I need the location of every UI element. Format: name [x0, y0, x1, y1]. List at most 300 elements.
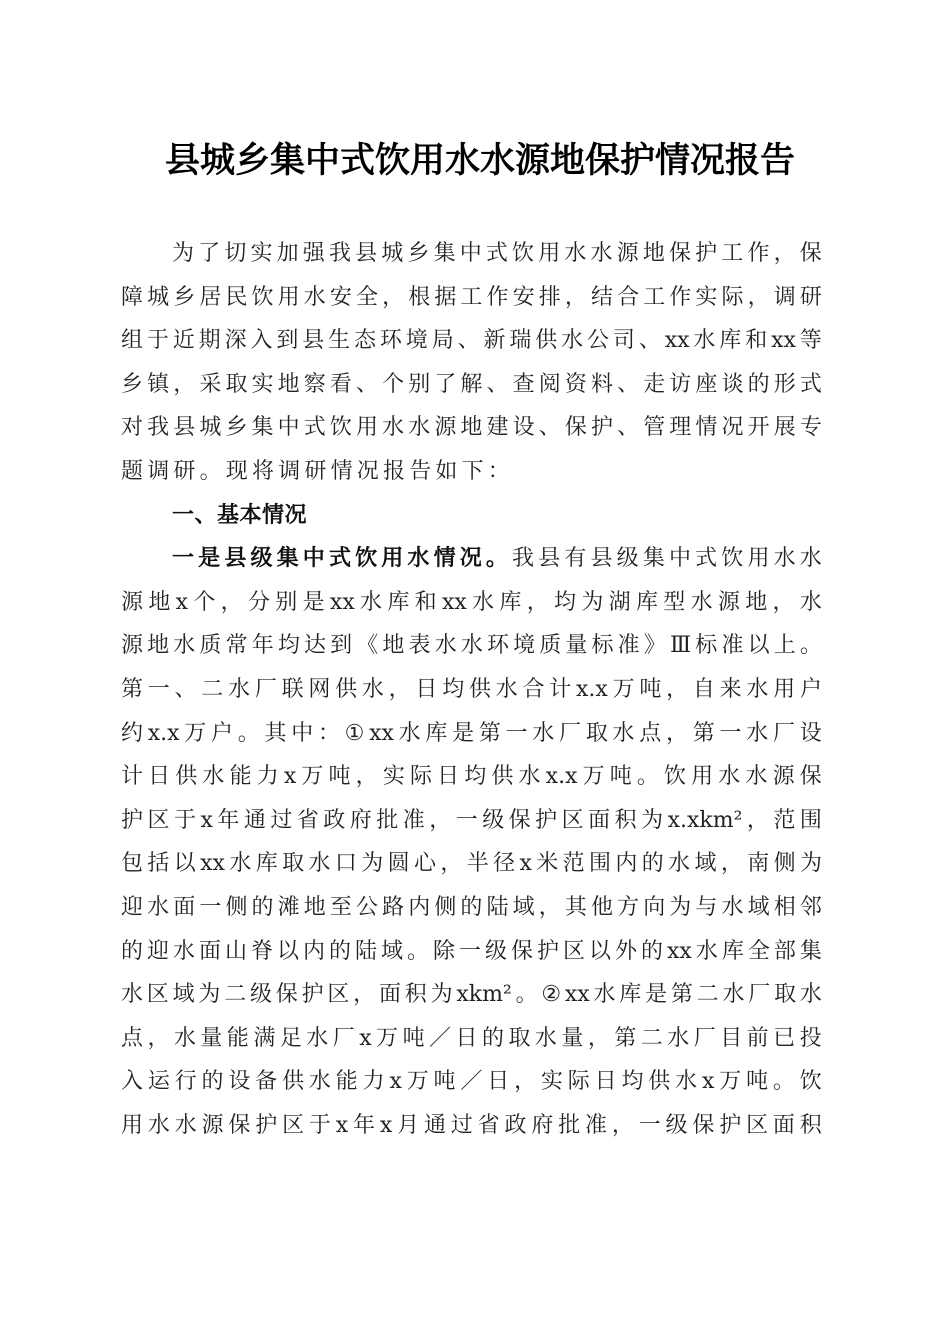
- glyph: 积: [614, 807, 637, 833]
- glyph: 的: [251, 894, 274, 920]
- glyph: 的: [329, 938, 352, 964]
- glyph: 。: [772, 1069, 795, 1095]
- glyph: 》: [643, 633, 666, 659]
- glyph: 吨: [328, 764, 351, 790]
- text-line: [121, 886, 822, 930]
- glyph: 了: [434, 371, 457, 397]
- section-1-paragraph-1: [121, 537, 822, 1147]
- glyph: 的: [747, 371, 770, 397]
- glyph: 县: [355, 241, 378, 266]
- glyph: 实: [251, 371, 274, 397]
- glyph: ，: [666, 676, 689, 702]
- glyph: 中: [668, 546, 691, 572]
- glyph: 设: [799, 720, 822, 746]
- glyph: 集: [433, 241, 456, 266]
- glyph: 库: [721, 938, 744, 964]
- glyph: 水: [361, 676, 384, 702]
- glyph: 司: [612, 328, 635, 354]
- glyph: 水: [434, 633, 457, 659]
- glyph: 能: [226, 1025, 249, 1051]
- glyph: 工: [460, 284, 483, 310]
- glyph: 上: [773, 633, 796, 659]
- glyph: 一: [147, 676, 170, 702]
- text-line: [121, 363, 822, 407]
- glyph: 有: [564, 546, 587, 572]
- lead-glyph: 用: [381, 545, 404, 572]
- glyph: 均: [442, 676, 465, 702]
- glyph: 的: [641, 851, 664, 877]
- glyph: 厂: [693, 1025, 716, 1051]
- glyph: 一: [199, 894, 222, 920]
- glyph: xkm²: [456, 982, 512, 1008]
- glyph: 库: [255, 851, 278, 877]
- glyph: 水: [303, 284, 326, 310]
- glyph: x: [200, 807, 213, 833]
- glyph: 《: [356, 633, 379, 659]
- glyph: 实: [540, 1069, 563, 1095]
- glyph: ，: [220, 589, 243, 615]
- glyph: 积: [799, 1112, 822, 1138]
- text-line: [121, 668, 822, 712]
- glyph: 量: [565, 633, 588, 659]
- glyph: 供: [648, 1069, 671, 1095]
- glyph: 水: [693, 328, 716, 354]
- glyph: 面: [378, 982, 401, 1008]
- glyph: Ⅲ: [669, 633, 692, 659]
- glyph: 用: [355, 415, 378, 441]
- glyph: 民: [225, 284, 248, 310]
- glyph: 形: [773, 371, 796, 397]
- glyph: ，: [746, 807, 769, 833]
- glyph: 源: [121, 633, 144, 659]
- glyph: 、: [486, 371, 509, 397]
- glyph: 计: [549, 676, 572, 702]
- glyph: 表: [408, 633, 431, 659]
- glyph: 括: [147, 851, 170, 877]
- glyph: 全: [355, 284, 378, 310]
- glyph: 况: [721, 415, 744, 441]
- glyph: 。: [237, 720, 260, 746]
- glyph: 别: [408, 371, 431, 397]
- glyph: 水: [202, 764, 225, 790]
- glyph: 、: [174, 676, 197, 702]
- glyph: 力: [362, 1069, 385, 1095]
- glyph: 我: [328, 241, 351, 266]
- glyph: 力: [256, 764, 279, 790]
- glyph: 包: [121, 851, 144, 877]
- glyph: 我: [147, 415, 170, 441]
- lead-glyph: 式: [328, 545, 351, 572]
- glyph: 范: [773, 807, 796, 833]
- glyph: 取: [774, 982, 797, 1008]
- glyph: 饮: [721, 546, 744, 572]
- glyph: 用: [773, 676, 796, 702]
- glyph: 公: [355, 894, 378, 920]
- glyph: 水: [173, 633, 196, 659]
- glyph: 水: [721, 894, 744, 920]
- glyph: 常: [225, 633, 248, 659]
- glyph: x.x: [147, 720, 180, 746]
- glyph: ，: [747, 284, 770, 310]
- glyph: 阅: [538, 371, 561, 397]
- glyph: ，: [147, 1025, 170, 1051]
- glyph: 对: [121, 415, 144, 441]
- glyph: 地: [382, 633, 405, 659]
- glyph: 。: [515, 982, 538, 1008]
- lead-glyph: 中: [302, 545, 325, 572]
- glyph: xx: [200, 851, 225, 877]
- glyph: 路: [382, 894, 405, 920]
- glyph: 源: [201, 1112, 224, 1138]
- glyph: 深: [224, 328, 247, 354]
- glyph: xx: [441, 589, 467, 615]
- glyph: 库: [387, 589, 410, 615]
- text-line: [121, 1060, 822, 1104]
- glyph: 一: [505, 720, 528, 746]
- glyph: 万: [301, 764, 324, 790]
- glyph: 联: [281, 676, 304, 702]
- glyph: 合: [522, 676, 545, 702]
- glyph: 万: [582, 764, 605, 790]
- glyph: 其: [264, 720, 287, 746]
- glyph: 、: [638, 328, 661, 354]
- glyph: 区: [327, 982, 350, 1008]
- glyph: 保: [228, 1112, 251, 1138]
- glyph: 和: [414, 589, 437, 615]
- glyph: 满: [253, 1025, 276, 1051]
- glyph: 内: [615, 851, 638, 877]
- glyph: 万: [612, 676, 635, 702]
- text-line: [121, 799, 822, 843]
- glyph: 目: [720, 1025, 743, 1051]
- glyph: 厂: [772, 720, 795, 746]
- glyph: 水: [695, 938, 718, 964]
- glyph: 省: [477, 1112, 500, 1138]
- glyph: 过: [270, 807, 293, 833]
- glyph: 准: [585, 1112, 608, 1138]
- glyph: 库: [635, 589, 658, 615]
- text-line: [121, 1104, 822, 1148]
- glyph: 水: [173, 938, 196, 964]
- lead-glyph: 是: [198, 545, 221, 572]
- glyph: 为: [198, 982, 221, 1008]
- glyph: 集: [251, 415, 274, 441]
- glyph: 调: [773, 284, 796, 310]
- glyph: xx: [369, 720, 394, 746]
- glyph: 别: [275, 589, 298, 615]
- glyph: 用: [277, 284, 300, 310]
- text-line: [121, 319, 822, 363]
- glyph: 厂: [332, 1025, 355, 1051]
- glyph: 中: [459, 241, 482, 266]
- glyph: 部: [773, 938, 796, 964]
- glyph: 地: [277, 371, 300, 397]
- glyph: ／: [460, 1069, 483, 1095]
- glyph: 保: [275, 982, 298, 1008]
- glyph: 的: [641, 938, 664, 964]
- glyph: 城: [147, 284, 170, 310]
- glyph: 已: [773, 1025, 796, 1051]
- glyph: 为: [172, 241, 195, 266]
- glyph: 安: [329, 284, 352, 310]
- glyph: 县: [538, 546, 561, 572]
- glyph: 水: [718, 764, 741, 790]
- glyph: 足: [279, 1025, 302, 1051]
- glyph: x.x: [576, 676, 608, 702]
- glyph: 采: [199, 371, 222, 397]
- glyph: 的: [121, 938, 144, 964]
- glyph: 质: [199, 633, 222, 659]
- glyph: 为: [361, 851, 384, 877]
- glyph: 、: [538, 415, 561, 441]
- text-line: [121, 842, 822, 886]
- glyph: 饮: [512, 241, 535, 266]
- glyph: 水: [534, 1025, 557, 1051]
- glyph: 。: [407, 938, 430, 964]
- glyph: 看: [329, 371, 352, 397]
- glyph: 护: [719, 1112, 742, 1138]
- glyph: 用: [691, 764, 714, 790]
- glyph: 乡: [225, 415, 248, 441]
- glyph: 水: [147, 894, 170, 920]
- glyph: 其: [564, 894, 587, 920]
- text-line: [121, 624, 822, 668]
- glyph: 陆: [355, 938, 378, 964]
- glyph: 式: [303, 415, 326, 441]
- glyph: 水: [773, 546, 796, 572]
- glyph: 组: [121, 328, 144, 354]
- glyph: 取: [225, 371, 248, 397]
- glyph: 吨: [433, 1069, 456, 1095]
- glyph: 、: [355, 371, 378, 397]
- glyph: 为: [430, 982, 453, 1008]
- glyph: 除: [433, 938, 456, 964]
- glyph: 水: [147, 1112, 170, 1138]
- glyph: 级: [616, 546, 639, 572]
- glyph: 前: [746, 1025, 769, 1051]
- glyph: 瑞: [509, 328, 532, 354]
- glyph: 级: [249, 982, 272, 1008]
- glyph: 域: [172, 982, 195, 1008]
- glyph: 围: [799, 807, 822, 833]
- lead-glyph: 水: [407, 545, 430, 572]
- intro-paragraph: [121, 232, 822, 494]
- glyph: 护: [537, 938, 560, 964]
- glyph: 饮: [799, 1069, 822, 1095]
- glyph: 库: [425, 720, 448, 746]
- glyph: 计: [121, 764, 144, 790]
- glyph: 通: [423, 1112, 446, 1138]
- glyph: 县: [302, 328, 325, 354]
- lead-glyph: 饮: [355, 545, 378, 572]
- glyph: 网: [308, 676, 331, 702]
- glyph: 安: [512, 284, 535, 310]
- glyph: 料: [590, 371, 613, 397]
- glyph: ，: [526, 589, 549, 615]
- glyph: 水: [746, 676, 769, 702]
- glyph: 分: [247, 589, 270, 615]
- glyph: ②: [541, 982, 562, 1008]
- glyph: 水: [495, 676, 518, 702]
- glyph: 点: [639, 720, 662, 746]
- glyph: 域: [747, 894, 770, 920]
- glyph: 厂: [748, 982, 771, 1008]
- glyph: 地: [303, 894, 326, 920]
- glyph: ，: [538, 894, 561, 920]
- glyph: 吨: [609, 764, 632, 790]
- glyph: ，: [355, 764, 378, 790]
- glyph: 均: [277, 633, 300, 659]
- glyph: 水: [306, 1025, 329, 1051]
- glyph: 地: [745, 589, 768, 615]
- glyph: 方: [617, 894, 640, 920]
- glyph: 切: [224, 241, 247, 266]
- glyph: 源: [121, 589, 144, 615]
- glyph: 开: [747, 415, 770, 441]
- glyph: 迎: [147, 938, 170, 964]
- glyph: 迎: [121, 894, 144, 920]
- glyph: 一: [719, 720, 742, 746]
- glyph: ，: [666, 720, 689, 746]
- glyph: 为: [799, 851, 822, 877]
- glyph: 级: [665, 1112, 688, 1138]
- glyph: 水: [460, 633, 483, 659]
- glyph: 以: [589, 938, 612, 964]
- lead-glyph: 县: [224, 545, 247, 572]
- glyph: 户: [211, 720, 234, 746]
- glyph: 水: [690, 589, 713, 615]
- glyph: 保: [668, 241, 691, 266]
- glyph: 准: [617, 633, 640, 659]
- glyph: 城: [381, 241, 404, 266]
- glyph: 口: [334, 851, 357, 877]
- glyph: 心: [413, 851, 436, 877]
- glyph: 第: [614, 1025, 637, 1051]
- glyph: 脊: [251, 938, 274, 964]
- glyph: 与: [695, 894, 718, 920]
- glyph: 水: [408, 415, 431, 441]
- glyph: 保: [799, 764, 822, 790]
- glyph: 范: [562, 851, 585, 877]
- glyph: 取: [585, 720, 608, 746]
- glyph: ，: [772, 589, 795, 615]
- glyph: 第: [670, 982, 693, 1008]
- glyph: ，: [173, 371, 196, 397]
- glyph: 一: [455, 807, 478, 833]
- glyph: 式: [695, 546, 718, 572]
- glyph: 库: [719, 328, 742, 354]
- glyph: 取: [282, 851, 305, 877]
- glyph: 区: [746, 1112, 769, 1138]
- glyph: 水: [593, 982, 616, 1008]
- glyph: 水: [382, 415, 405, 441]
- glyph: 点: [121, 1025, 144, 1051]
- section-heading: 一、基本情况: [172, 502, 308, 528]
- glyph: 水: [308, 1069, 331, 1095]
- glyph: 源: [616, 241, 639, 266]
- glyph: 饮: [329, 415, 352, 441]
- glyph: 域: [694, 851, 717, 877]
- glyph: 自: [692, 676, 715, 702]
- glyph: 水: [360, 589, 383, 615]
- glyph: 建: [486, 415, 509, 441]
- glyph: 实: [250, 241, 273, 266]
- glyph: 理: [669, 415, 692, 441]
- glyph: 乡: [407, 241, 430, 266]
- glyph: 中: [291, 720, 314, 746]
- glyph: 是: [452, 720, 475, 746]
- glyph: 过: [450, 1112, 473, 1138]
- glyph: 标: [591, 633, 614, 659]
- glyph: 政: [323, 807, 346, 833]
- glyph: 内: [303, 938, 326, 964]
- glyph: 厂: [559, 720, 582, 746]
- glyph: 设: [512, 415, 535, 441]
- glyph: 护: [255, 1112, 278, 1138]
- glyph: 批: [558, 1112, 581, 1138]
- glyph: 半: [466, 851, 489, 877]
- glyph: 量: [200, 1025, 223, 1051]
- glyph: 公: [587, 328, 610, 354]
- glyph: 面: [772, 1112, 795, 1138]
- glyph: 饮: [251, 284, 274, 310]
- glyph: 水: [472, 589, 495, 615]
- glyph: 型: [663, 589, 686, 615]
- glyph: 作: [669, 284, 692, 310]
- glyph: xx: [329, 589, 355, 615]
- glyph: 区: [563, 938, 586, 964]
- glyph: 户: [799, 676, 822, 702]
- glyph: 入: [121, 1069, 144, 1095]
- glyph: 他: [590, 894, 613, 920]
- text-line: [121, 276, 822, 320]
- glyph: ，: [429, 807, 452, 833]
- text-line: [121, 973, 822, 1017]
- glyph: 环: [379, 328, 402, 354]
- glyph: 研: [799, 284, 822, 310]
- glyph: 二: [201, 676, 224, 702]
- glyph: 南: [747, 851, 770, 877]
- glyph: 水: [229, 851, 252, 877]
- glyph: 供: [175, 764, 198, 790]
- glyph: x.x: [545, 764, 578, 790]
- glyph: 了: [198, 241, 221, 266]
- glyph: 乡: [173, 284, 196, 310]
- glyph: 万: [376, 1025, 399, 1051]
- glyph: x.xkm²: [667, 807, 743, 833]
- glyph: 质: [539, 633, 562, 659]
- glyph: 侧: [225, 894, 248, 920]
- glyph: 保: [799, 241, 822, 266]
- glyph: 年: [251, 633, 274, 659]
- glyph: 的: [481, 1025, 504, 1051]
- glyph: 访: [669, 371, 692, 397]
- glyph: 准: [402, 807, 425, 833]
- glyph: 解: [460, 371, 483, 397]
- glyph: 地: [642, 241, 665, 266]
- glyph: 为: [581, 589, 604, 615]
- glyph: 面: [588, 807, 611, 833]
- glyph: 式: [799, 371, 822, 397]
- glyph: 水: [590, 241, 613, 266]
- glyph: 的: [201, 1069, 224, 1095]
- glyph: 量: [561, 1025, 584, 1051]
- glyph: 于: [146, 328, 169, 354]
- glyph: x: [389, 1069, 402, 1095]
- glyph: 来: [719, 676, 742, 702]
- glyph: 第: [121, 676, 144, 702]
- glyph: 期: [198, 328, 221, 354]
